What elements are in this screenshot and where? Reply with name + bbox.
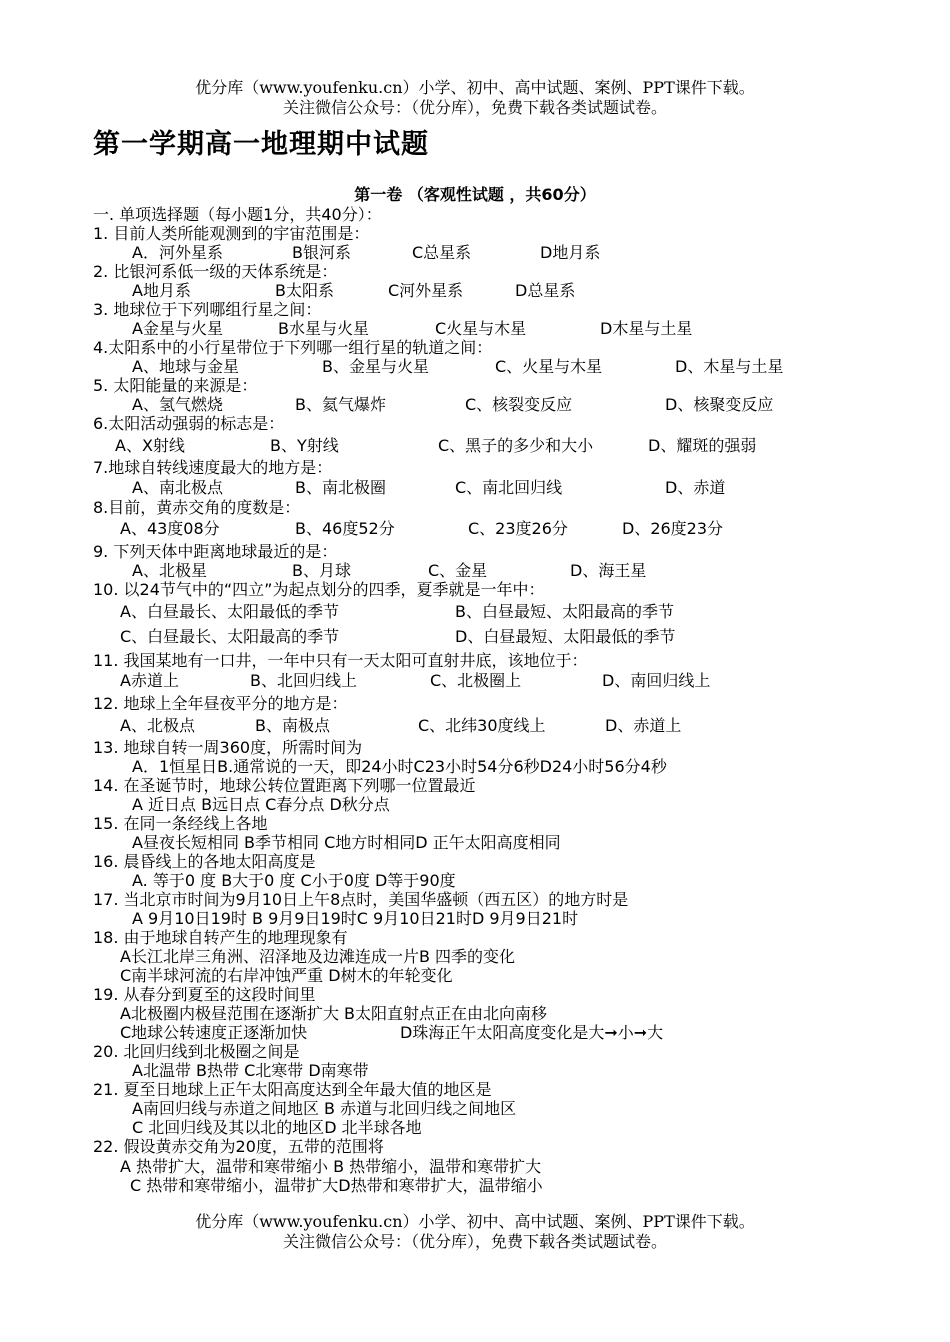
option-a: A、白昼最长、太阳最低的季节 bbox=[120, 602, 339, 621]
option-c: C、黑子的多少和大小 bbox=[438, 436, 594, 455]
options-15 bbox=[0, 833, 950, 852]
option-d: D、核聚变反应 bbox=[665, 395, 774, 414]
option-d: D地月系 bbox=[540, 243, 601, 262]
question-2: 2. 比银河系低一级的天体系统是： bbox=[93, 262, 338, 281]
options-1 bbox=[0, 243, 950, 262]
option-b: B、金星与火星 bbox=[322, 357, 429, 376]
question-14: 14. 在圣诞节时，地球公转位置距离下列哪一位置最近 bbox=[93, 776, 476, 795]
option-b: B银河系 bbox=[292, 243, 351, 262]
option-a: A地月系 bbox=[132, 281, 191, 300]
options-13 bbox=[0, 757, 950, 776]
option-line: A．1恒星日B.通常说的一天，即24小时C23小时54分6秒D24小时56分4秒 bbox=[132, 757, 667, 776]
option-b: B、氦气爆炸 bbox=[295, 395, 386, 414]
option-a: A、氢气燃烧 bbox=[132, 395, 223, 414]
option-c: C地球公转速度正逐渐加快 bbox=[120, 1023, 308, 1042]
option-d: D、白昼最短、太阳最低的季节 bbox=[455, 627, 676, 646]
option-line: C 热带和寒带缩小，温带扩大D热带和寒带扩大，温带缩小 bbox=[130, 1176, 543, 1195]
question-13: 13. 地球自转一周360度，所需时间为 bbox=[93, 738, 363, 757]
question-18: 18. 由于地球自转产生的地理现象有 bbox=[93, 928, 348, 947]
footer-line-2: 关注微信公众号：（优分库），免费下载各类试题试卷。 bbox=[282, 1232, 667, 1251]
option-b: B、Y射线 bbox=[270, 436, 339, 455]
option-c: C总星系 bbox=[412, 243, 472, 262]
option-b: B、白昼最短、太阳最高的季节 bbox=[455, 602, 674, 621]
option-b: B水星与火星 bbox=[278, 319, 369, 338]
option-c: C、金星 bbox=[428, 561, 488, 580]
options-19-row1 bbox=[0, 1004, 950, 1023]
question-12: 12. 地球上全年昼夜平分的地方是： bbox=[93, 694, 348, 713]
options-12 bbox=[0, 716, 950, 735]
option-d: D、赤道上 bbox=[605, 716, 682, 735]
part-heading: 一. 单项选择题（每小题1分，共40分）： bbox=[93, 205, 382, 224]
question-16: 16. 晨昏线上的各地太阳高度是 bbox=[93, 852, 316, 871]
question-20: 20. 北回归线到北极圈之间是 bbox=[93, 1042, 300, 1061]
option-a: A、43度08分 bbox=[120, 519, 220, 538]
option-c: C、23度26分 bbox=[468, 519, 568, 538]
option-d: D、海王星 bbox=[570, 561, 647, 580]
option-b: B、南极点 bbox=[255, 716, 330, 735]
option-line: A长江北岸三角洲、沼泽地及边滩连成一片B 四季的变化 bbox=[120, 947, 516, 966]
options-6 bbox=[0, 436, 950, 455]
question-21: 21. 夏至日地球上正午太阳高度达到全年最大值的地区是 bbox=[93, 1080, 492, 1099]
option-d: D总星系 bbox=[515, 281, 576, 300]
question-4: 4.太阳系中的小行星带位于下列哪一组行星的轨道之间： bbox=[93, 338, 493, 357]
option-a: A、南北极点 bbox=[132, 478, 223, 497]
header-line-1: 优分库（www.youfenku.cn）小学、初中、高中试题、案例、PPT课件下载。 bbox=[195, 78, 755, 97]
options-20 bbox=[0, 1061, 950, 1080]
question-7: 7.地球自转线速度最大的地方是： bbox=[93, 458, 333, 477]
option-b: B太阳系 bbox=[275, 281, 334, 300]
option-line: A 9月10日19时 B 9月9日19时C 9月10日21时D 9月9日21时 bbox=[132, 909, 579, 928]
option-line: A 近日点 B远日点 C春分点 D秋分点 bbox=[132, 795, 390, 814]
option-c: C、南北回归线 bbox=[455, 478, 563, 497]
options-10-row2 bbox=[0, 627, 950, 646]
question-3: 3. 地球位于下列哪组行星之间： bbox=[93, 300, 322, 319]
option-d: D、南回归线上 bbox=[602, 671, 711, 690]
option-line: C南半球河流的右岸冲蚀严重 D树木的年轮变化 bbox=[120, 966, 453, 985]
option-a: A、北极点 bbox=[120, 716, 195, 735]
option-a: A、地球与金星 bbox=[132, 357, 239, 376]
options-4 bbox=[0, 357, 950, 376]
options-17 bbox=[0, 909, 950, 928]
option-b: B、北回归线上 bbox=[250, 671, 357, 690]
question-22: 22. 假设黄赤交角为20度，五带的范围将 bbox=[93, 1137, 384, 1156]
option-line: C 北回归线及其以北的地区D 北半球各地 bbox=[132, 1118, 422, 1137]
header-line-2: 关注微信公众号：（优分库），免费下载各类试题试卷。 bbox=[282, 98, 667, 117]
question-10: 10. 以24节气中的“四立”为起点划分的四季，夏季就是一年中： bbox=[93, 580, 545, 599]
option-a: A、X射线 bbox=[115, 436, 185, 455]
option-c: C火星与木星 bbox=[435, 319, 527, 338]
options-8 bbox=[0, 519, 950, 538]
question-9: 9. 下列天体中距离地球最近的是： bbox=[93, 542, 338, 561]
question-11: 11. 我国某地有一口井，一年中只有一天太阳可直射井底，该地位于： bbox=[93, 651, 588, 670]
question-19: 19. 从春分到夏至的这段时间里 bbox=[93, 985, 316, 1004]
question-1: 1. 目前人类所能观测到的宇宙范围是： bbox=[93, 224, 370, 243]
option-d: D、26度23分 bbox=[622, 519, 724, 538]
options-5 bbox=[0, 395, 950, 414]
option-c: C、北纬30度线上 bbox=[418, 716, 546, 735]
option-line: A北温带 B热带 C北寒带 D南寒带 bbox=[132, 1061, 369, 1080]
options-21-row2 bbox=[0, 1118, 950, 1137]
option-c: C、白昼最长、太阳最高的季节 bbox=[120, 627, 340, 646]
options-22-row1 bbox=[0, 1157, 950, 1176]
option-c: C、北极圈上 bbox=[430, 671, 522, 690]
option-d: D、赤道 bbox=[665, 478, 726, 497]
options-22-row2 bbox=[0, 1176, 950, 1195]
option-line: A南回归线与赤道之间地区 B 赤道与北回归线之间地区 bbox=[132, 1099, 517, 1118]
question-15: 15. 在同一条经线上各地 bbox=[93, 814, 268, 833]
options-16 bbox=[0, 871, 950, 890]
option-b: B、46度52分 bbox=[295, 519, 395, 538]
option-a: A、北极星 bbox=[132, 561, 207, 580]
option-line: A 热带扩大，温带和寒带缩小 B 热带缩小，温带和寒带扩大 bbox=[120, 1157, 542, 1176]
question-6: 6.太阳活动强弱的标志是： bbox=[93, 414, 285, 433]
options-2 bbox=[0, 281, 950, 300]
options-7 bbox=[0, 478, 950, 497]
question-5: 5. 太阳能量的来源是： bbox=[93, 376, 258, 395]
option-a: A．河外星系 bbox=[132, 243, 223, 262]
options-14 bbox=[0, 795, 950, 814]
option-line: A. 等于0 度 B大于0 度 C小于0度 D等于90度 bbox=[132, 871, 456, 890]
option-a: A金星与火星 bbox=[132, 319, 223, 338]
option-line: A北极圈内极昼范围在逐渐扩大 B太阳直射点正在由北向南移 bbox=[120, 1004, 548, 1023]
option-c: C河外星系 bbox=[388, 281, 464, 300]
option-a: A赤道上 bbox=[120, 671, 179, 690]
option-line: A昼夜长短相同 B季节相同 C地方时相同D 正午太阳高度相同 bbox=[132, 833, 561, 852]
options-18-row2 bbox=[0, 966, 950, 985]
option-d: D珠海正午太阳高度变化是大➞小➞大 bbox=[400, 1023, 664, 1042]
option-d: D、耀斑的强弱 bbox=[648, 436, 757, 455]
section-heading: 第一卷 （客观性试题 ，共60分） bbox=[354, 185, 596, 204]
option-c: C、核裂变反应 bbox=[465, 395, 573, 414]
options-21-row1 bbox=[0, 1099, 950, 1118]
option-b: B、南北极圈 bbox=[295, 478, 386, 497]
options-10-row1 bbox=[0, 602, 950, 621]
footer-line-1: 优分库（www.youfenku.cn）小学、初中、高中试题、案例、PPT课件下载。 bbox=[195, 1212, 755, 1231]
option-d: D木星与土星 bbox=[600, 319, 693, 338]
options-9 bbox=[0, 561, 950, 580]
option-b: B、月球 bbox=[292, 561, 351, 580]
options-11 bbox=[0, 671, 950, 690]
option-c: C、火星与木星 bbox=[495, 357, 603, 376]
question-8: 8.目前，黄赤交角的度数是： bbox=[93, 498, 301, 517]
options-18-row1 bbox=[0, 947, 950, 966]
options-19-row2 bbox=[0, 1023, 950, 1042]
question-17: 17. 当北京市时间为9月10日上午8点时，美国华盛顿（西五区）的地方时是 bbox=[93, 890, 629, 909]
exam-title: 第一学期高一地理期中试题 bbox=[93, 129, 429, 160]
options-3 bbox=[0, 319, 950, 338]
option-d: D、木星与土星 bbox=[675, 357, 784, 376]
